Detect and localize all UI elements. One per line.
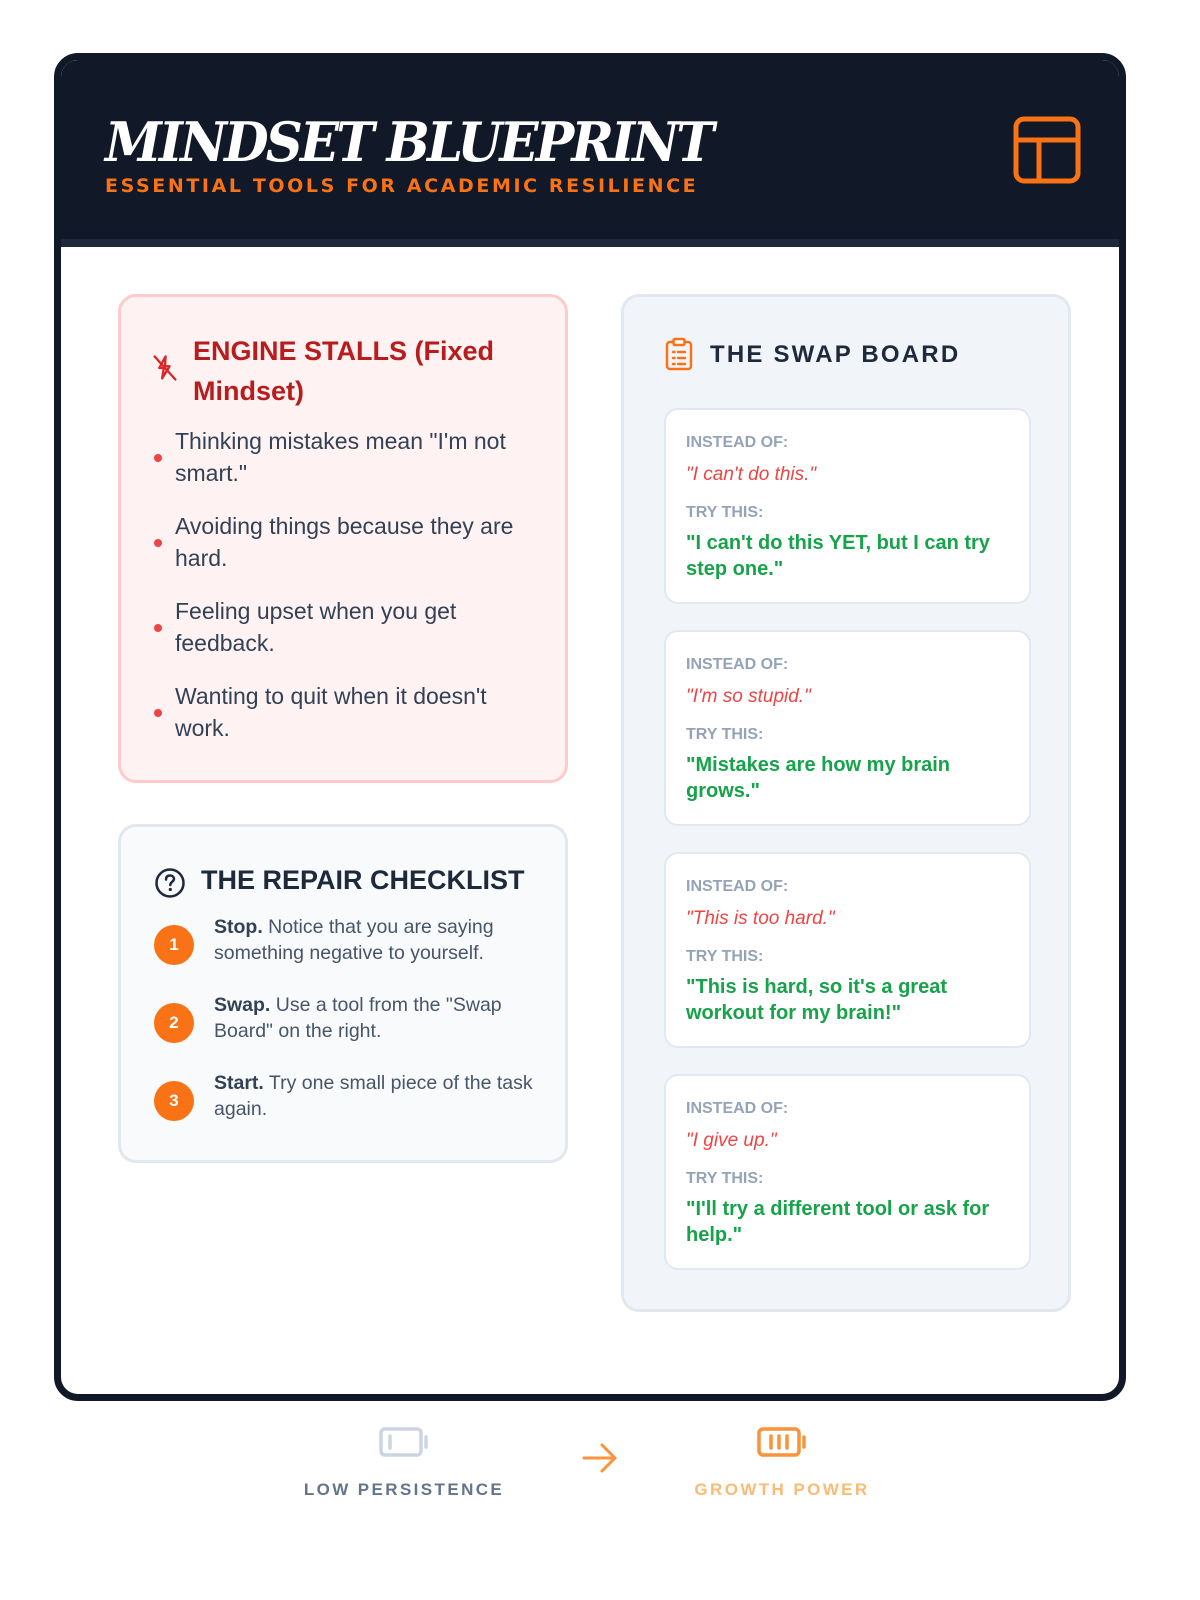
growth-phrase: "Mistakes are how my brain grows.": [686, 754, 951, 802]
fixed-mindset-list: [151, 425, 541, 765]
layout-icon: [1013, 116, 1081, 184]
try-this-label: TRY THIS:: [686, 1170, 764, 1187]
arrow-right-icon: [580, 1438, 620, 1478]
swap-card: [664, 852, 1031, 1048]
growth-phrase: "I can't do this YET, but I can try step one.": [686, 532, 990, 580]
step-text: [214, 1070, 544, 1122]
checklist-step: [154, 994, 549, 1063]
list-item: [151, 680, 541, 765]
list-item-text: Wanting to quit when it doesn't work.: [175, 683, 487, 741]
step-label: Start.: [214, 1072, 264, 1094]
swap-card: [664, 630, 1031, 826]
step-text: [214, 914, 544, 966]
step-description: Use a tool from the "Swap Board" on the right.: [214, 994, 502, 1042]
try-this-label: TRY THIS:: [686, 504, 764, 521]
step-label: Swap.: [214, 994, 271, 1016]
page-subtitle: ESSENTIAL TOOLS FOR ACADEMIC RESILIENCE: [105, 175, 699, 197]
header: [61, 60, 1119, 247]
list-item: [151, 510, 541, 595]
list-item-text: Avoiding things because they are hard.: [175, 513, 514, 571]
help-circle-icon: [154, 867, 186, 899]
growth-power-indicator: [662, 1426, 902, 1500]
growth-phrase: "This is hard, so it's a great workout for my brain!": [686, 976, 947, 1024]
fixed-mindset-panel: [118, 294, 568, 783]
step-number-badge: 3: [154, 1081, 194, 1121]
bullet-dot: [154, 454, 162, 462]
swap-card: [664, 408, 1031, 604]
checklist-step: [154, 1072, 549, 1141]
negative-phrase: "I can't do this.": [686, 464, 817, 485]
step-number-badge: 1: [154, 925, 194, 965]
fixed-mindset-title: ENGINE STALLS (Fixed Mindset): [193, 336, 495, 406]
list-item: [151, 425, 541, 510]
repair-checklist-panel: [118, 824, 568, 1163]
growth-phrase: "I'll try a different tool or ask for help.": [686, 1198, 990, 1246]
try-this-label: TRY THIS:: [686, 948, 764, 965]
step-description: Try one small piece of the task again.: [214, 1072, 533, 1120]
growth-power-label: GROWTH POWER: [694, 1480, 870, 1499]
instead-of-label: INSTEAD OF:: [686, 434, 789, 451]
negative-phrase: "I give up.": [686, 1130, 777, 1151]
swap-board-title: THE SWAP BOARD: [710, 341, 961, 368]
list-item-text: Feeling upset when you get feedback.: [175, 598, 457, 656]
negative-phrase: "This is too hard.": [686, 908, 835, 929]
swap-board-panel: [621, 294, 1071, 1312]
instead-of-label: INSTEAD OF:: [686, 1100, 789, 1117]
page-title: MINDSET BLUEPRINT: [105, 110, 712, 174]
instead-of-label: INSTEAD OF:: [686, 878, 789, 895]
repair-checklist-title: THE REPAIR CHECKLIST: [201, 865, 525, 895]
list-item: [151, 595, 541, 680]
bullet-dot: [154, 539, 162, 547]
low-persistence-indicator: [284, 1426, 524, 1500]
step-description: Notice that you are saying something negative to yourself.: [214, 916, 494, 964]
battery-full-icon: [756, 1426, 808, 1458]
battery-low-icon: [378, 1426, 430, 1458]
instead-of-label: INSTEAD OF:: [686, 656, 789, 673]
clipboard-icon: [664, 337, 694, 371]
try-this-label: TRY THIS:: [686, 726, 764, 743]
checklist-step: [154, 916, 549, 985]
zap-off-icon: [151, 353, 179, 383]
step-number-badge: 2: [154, 1003, 194, 1043]
bullet-dot: [154, 709, 162, 717]
step-label: Stop.: [214, 916, 263, 938]
low-persistence-label: LOW PERSISTENCE: [303, 1480, 505, 1499]
step-text: [214, 992, 544, 1044]
negative-phrase: "I'm so stupid.": [686, 686, 811, 707]
list-item-text: Thinking mistakes mean "I'm not smart.": [175, 428, 506, 486]
bullet-dot: [154, 624, 162, 632]
blueprint-card: [54, 53, 1126, 1401]
swap-card: [664, 1074, 1031, 1270]
